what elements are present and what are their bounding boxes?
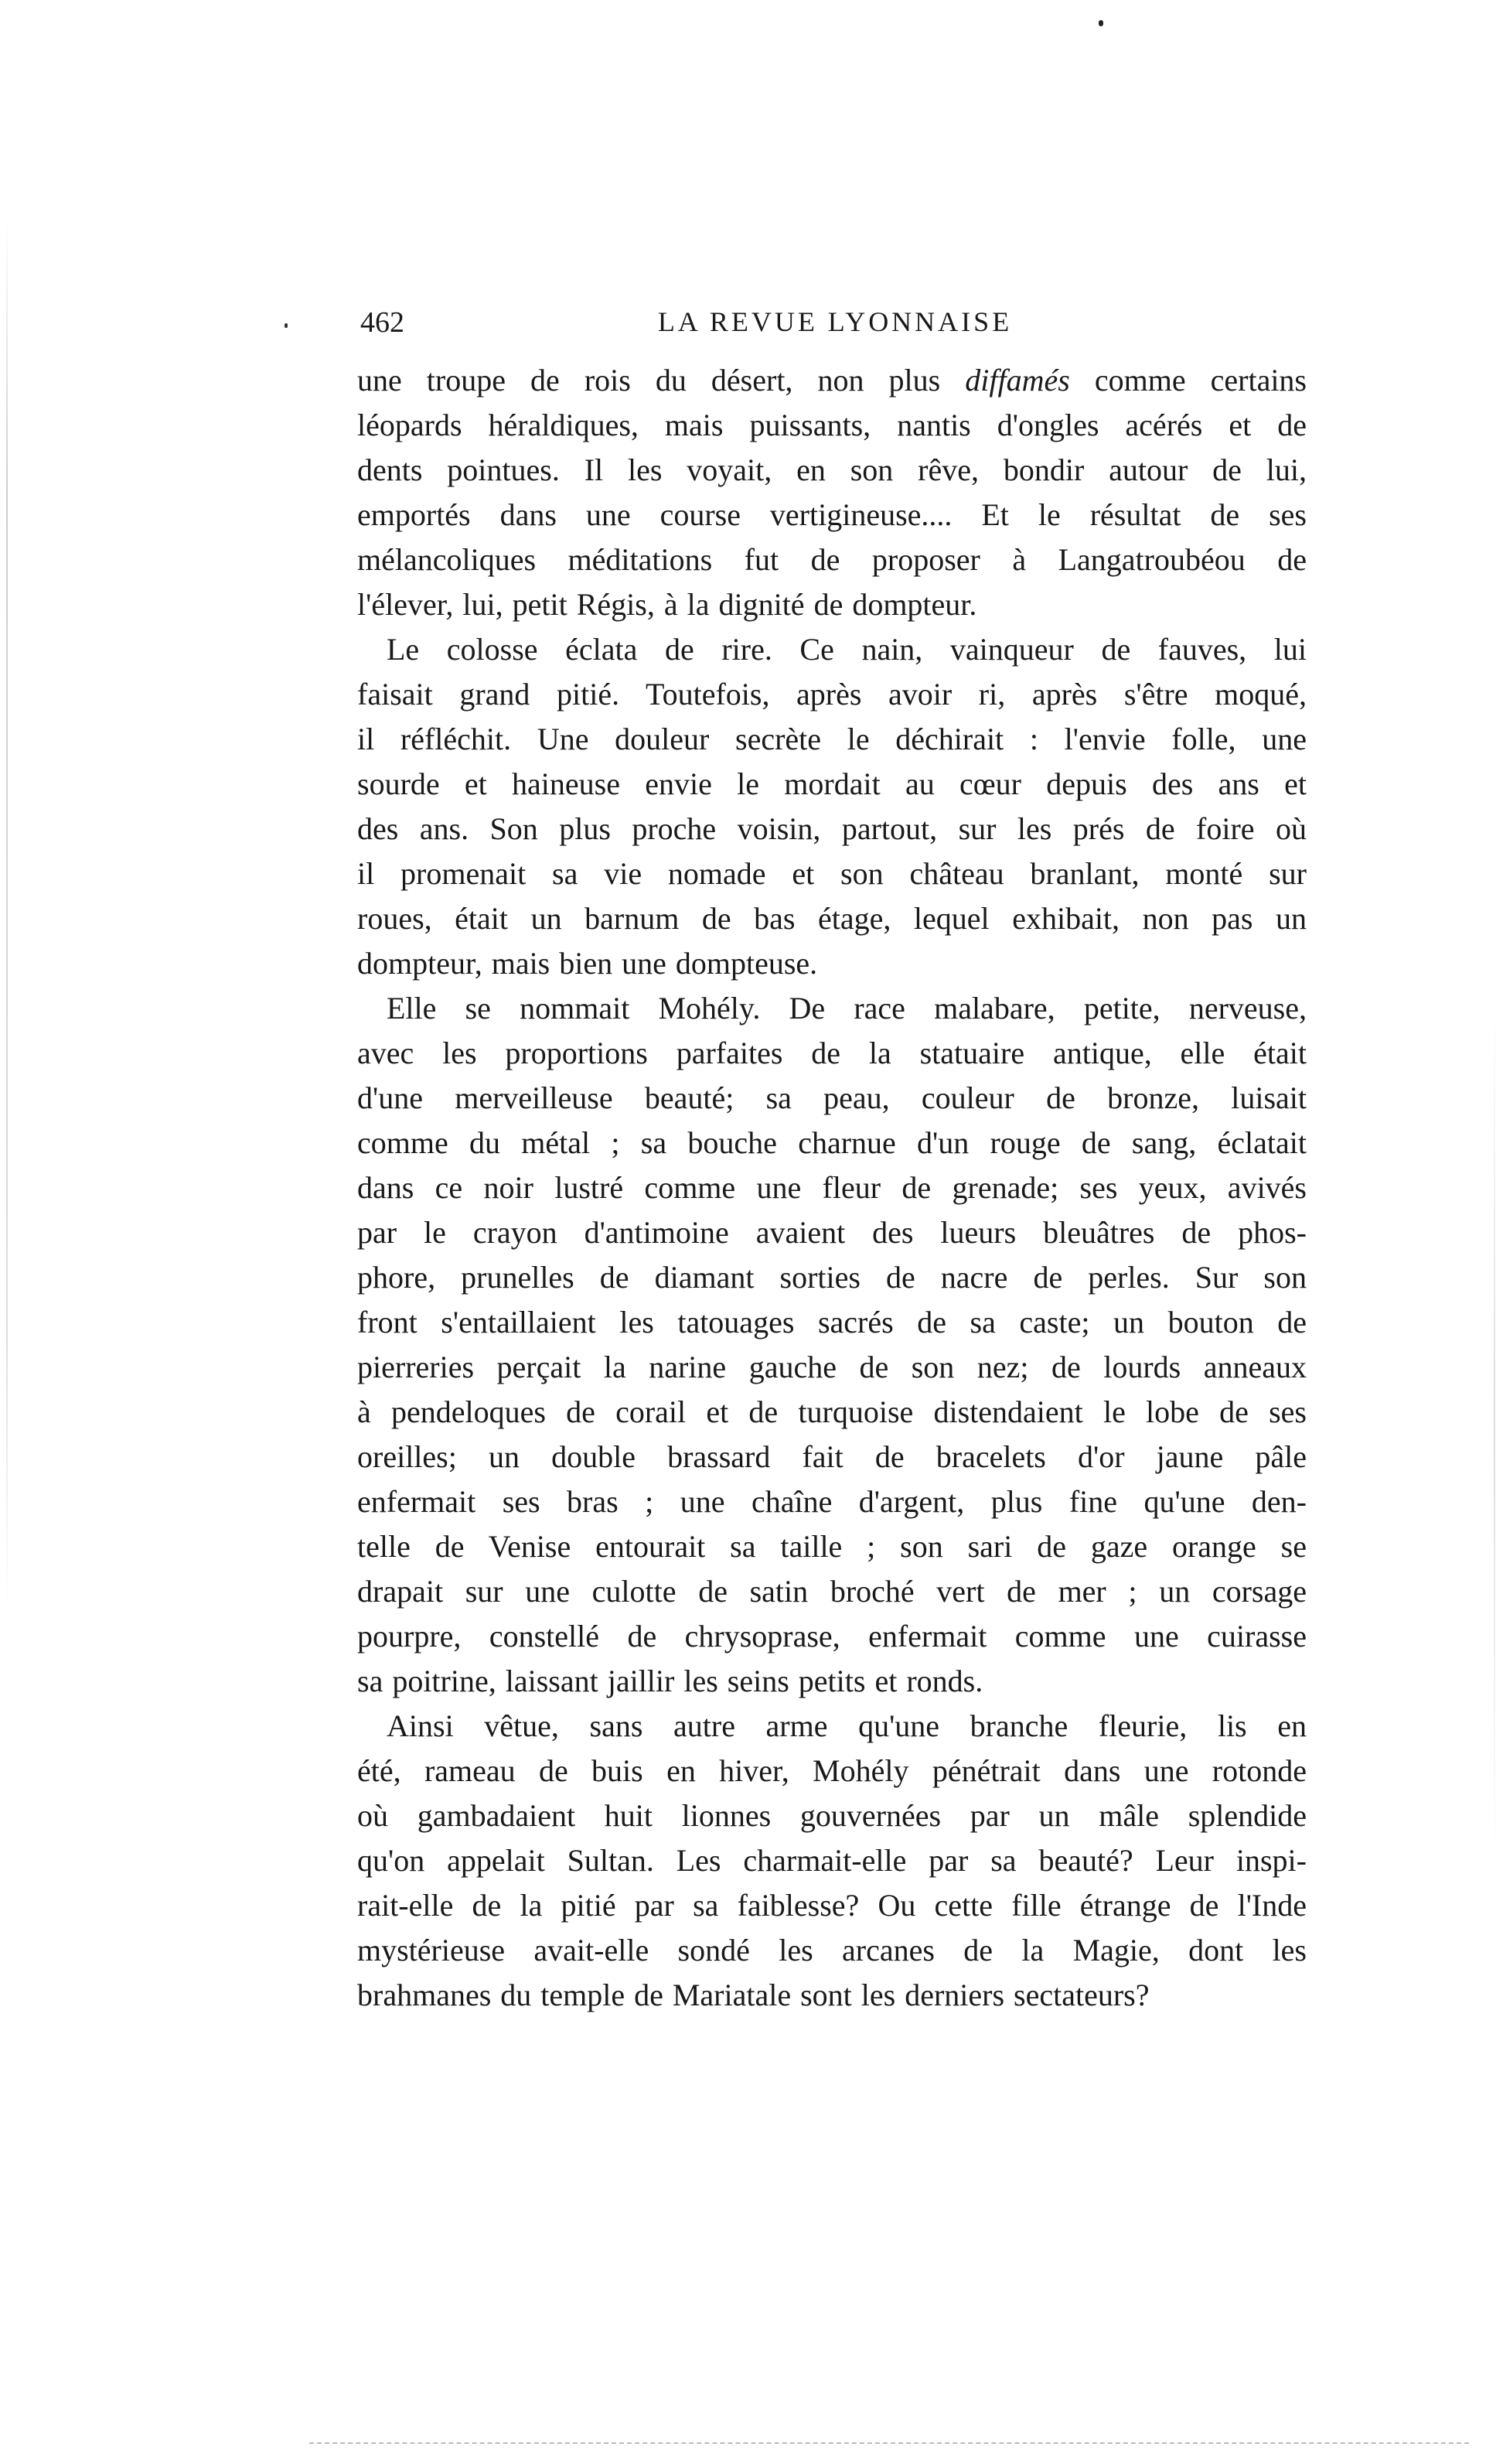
- text-line: [357, 582, 1307, 627]
- text-line: [357, 1569, 1307, 1614]
- text-line: [357, 1165, 1307, 1210]
- text-run: dans ce noir lustré comme une fleur de grenade; ses yeux, avivés: [357, 1170, 1307, 1205]
- page-number: 462: [360, 306, 404, 339]
- text-run: mélancoliques méditations fut de proposer à Langatroubéou de: [357, 542, 1307, 577]
- text-run: il promenait sa vie nomade et son château branlant, monté sur: [357, 856, 1307, 891]
- text-run: l'élever, lui, petit Régis, à la dignité de dompteur.: [357, 587, 977, 622]
- running-title: LA REVUE LYONNAISE: [657, 306, 1013, 337]
- text-run: sourde et haineuse envie le mordait au cœur depuis des ans et: [357, 766, 1307, 801]
- text-run: une troupe de rois du désert, non plus: [357, 363, 966, 398]
- paragraph: [357, 986, 1307, 1704]
- text-run: à pendeloques de corail et de turquoise distendaient le lobe de ses: [357, 1394, 1307, 1429]
- text-line: [357, 1928, 1307, 1973]
- text-run: été, rameau de buis en hiver, Mohély pénétrait dans une rotonde: [357, 1753, 1307, 1788]
- text-run: roues, était un barnum de bas étage, lequel exhibait, non pas un: [357, 901, 1307, 936]
- text-run: par le crayon d'antimoine avaient des lueurs bleuâtres de phos-: [357, 1215, 1307, 1250]
- text-run: faisait grand pitié. Toutefois, après avoir ri, après s'être moqué,: [357, 677, 1307, 712]
- text-run: Ainsi vêtue, sans autre arme qu'une branche fleurie, lis en: [387, 1708, 1307, 1743]
- text-run: Le colosse éclata de rire. Ce nain, vainqueur de fauves, lui: [387, 632, 1307, 667]
- text-run: des ans. Son plus proche voisin, partout, sur les prés de foire où: [357, 811, 1307, 846]
- scan-edge-left: [6, 217, 8, 1609]
- text-line: [357, 1210, 1307, 1255]
- body-text: [357, 358, 1307, 2018]
- text-run: comme du métal ; sa bouche charnue d'un rouge de sang, éclatait: [357, 1125, 1307, 1160]
- text-line: [357, 1793, 1307, 1838]
- text-line: [357, 1659, 1307, 1704]
- text-line: [357, 493, 1307, 538]
- text-run: avec les proportions parfaites de la statuaire antique, elle était: [357, 1036, 1307, 1070]
- text-line: [357, 1524, 1307, 1569]
- text-line: [357, 1479, 1307, 1524]
- text-line: [357, 1435, 1307, 1479]
- text-line: [357, 1390, 1307, 1435]
- text-line: [357, 358, 1307, 403]
- text-line: [357, 1076, 1307, 1121]
- text-line: [357, 1614, 1307, 1659]
- text-run: pourpre, constellé de chrysoprase, enfermait comme une cuirasse: [357, 1619, 1307, 1653]
- text-run: où gambadaient huit lionnes gouvernées par un mâle splendide: [357, 1798, 1307, 1833]
- text-run: enfermait ses bras ; une chaîne d'argent, plus fine qu'une den-: [357, 1484, 1307, 1519]
- text-run: telle de Venise entourait sa taille ; son sari de gaze orange se: [357, 1529, 1307, 1564]
- text-line: [357, 403, 1307, 448]
- scan-edge-right: [1494, 1005, 1495, 1856]
- text-line: [357, 448, 1307, 493]
- text-run: phore, prunelles de diamant sorties de nacre de perles. Sur son: [357, 1260, 1307, 1295]
- text-line: [357, 1121, 1307, 1165]
- text-run: il réfléchit. Une douleur secrète le déchirait : l'envie folle, une: [357, 722, 1307, 756]
- text-run: Elle se nommait Mohély. De race malabare, petite, nerveuse,: [387, 991, 1307, 1026]
- text-line: [357, 896, 1307, 941]
- text-run: dents pointues. Il les voyait, en son rêve, bondir autour de lui,: [357, 452, 1307, 487]
- paragraph: [357, 627, 1307, 986]
- text-line: [357, 762, 1307, 807]
- text-line: [357, 941, 1307, 986]
- text-run: mystérieuse avait-elle sondé les arcanes de la Magie, dont les: [357, 1933, 1307, 1967]
- text-line: [357, 1300, 1307, 1345]
- text-run: oreilles; un double brassard fait de bracelets d'or jaune pâle: [357, 1439, 1307, 1474]
- text-run: brahmanes du temple de Mariatale sont les derniers sectateurs?: [357, 1978, 1150, 2012]
- text-line: [357, 1749, 1307, 1793]
- text-line: [357, 672, 1307, 717]
- text-line: [357, 717, 1307, 762]
- text-run: léopards héraldiques, mais puissants, nantis d'ongles acérés et de: [357, 408, 1307, 442]
- text-run: drapait sur une culotte de satin broché vert de mer ; un corsage: [357, 1574, 1307, 1609]
- text-run: qu'on appelait Sultan. Les charmait-elle par sa beauté? Leur inspi-: [357, 1843, 1307, 1878]
- text-run: rait-elle de la pitié par sa faiblesse? Ou cette fille étrange de l'Inde: [357, 1888, 1307, 1923]
- text-run: comme certains: [1069, 363, 1307, 398]
- text-run: pierreries perçait la narine gauche de son nez; de lourds anneaux: [357, 1350, 1307, 1384]
- text-run: dompteur, mais bien une dompteuse.: [357, 946, 818, 981]
- text-line: [357, 1031, 1307, 1076]
- text-line: [357, 1345, 1307, 1390]
- text-run: emportés dans une course vertigineuse.... Et le résultat de ses: [357, 497, 1307, 532]
- text-line: [357, 851, 1307, 896]
- ink-speck: [285, 323, 288, 328]
- text-line: [357, 538, 1307, 582]
- paragraph: [357, 358, 1307, 627]
- bottom-scan-rule: [309, 2442, 1469, 2444]
- text-line: [357, 1883, 1307, 1928]
- text-line: [357, 807, 1307, 851]
- paragraph: [357, 1704, 1307, 2018]
- text-line: [357, 1704, 1307, 1749]
- text-line: [357, 1255, 1307, 1300]
- text-run: front s'entaillaient les tatouages sacrés de sa caste; un bouton de: [357, 1305, 1307, 1340]
- text-line: [357, 986, 1307, 1031]
- text-line: [357, 627, 1307, 672]
- text-line: [357, 1973, 1307, 2018]
- text-run: sa poitrine, laissant jaillir les seins petits et ronds.: [357, 1664, 983, 1698]
- text-run: d'une merveilleuse beauté; sa peau, couleur de bronze, luisait: [357, 1080, 1307, 1115]
- text-line: [357, 1838, 1307, 1883]
- italic-text: diffamés: [965, 363, 1070, 398]
- ink-speck: [1099, 20, 1103, 26]
